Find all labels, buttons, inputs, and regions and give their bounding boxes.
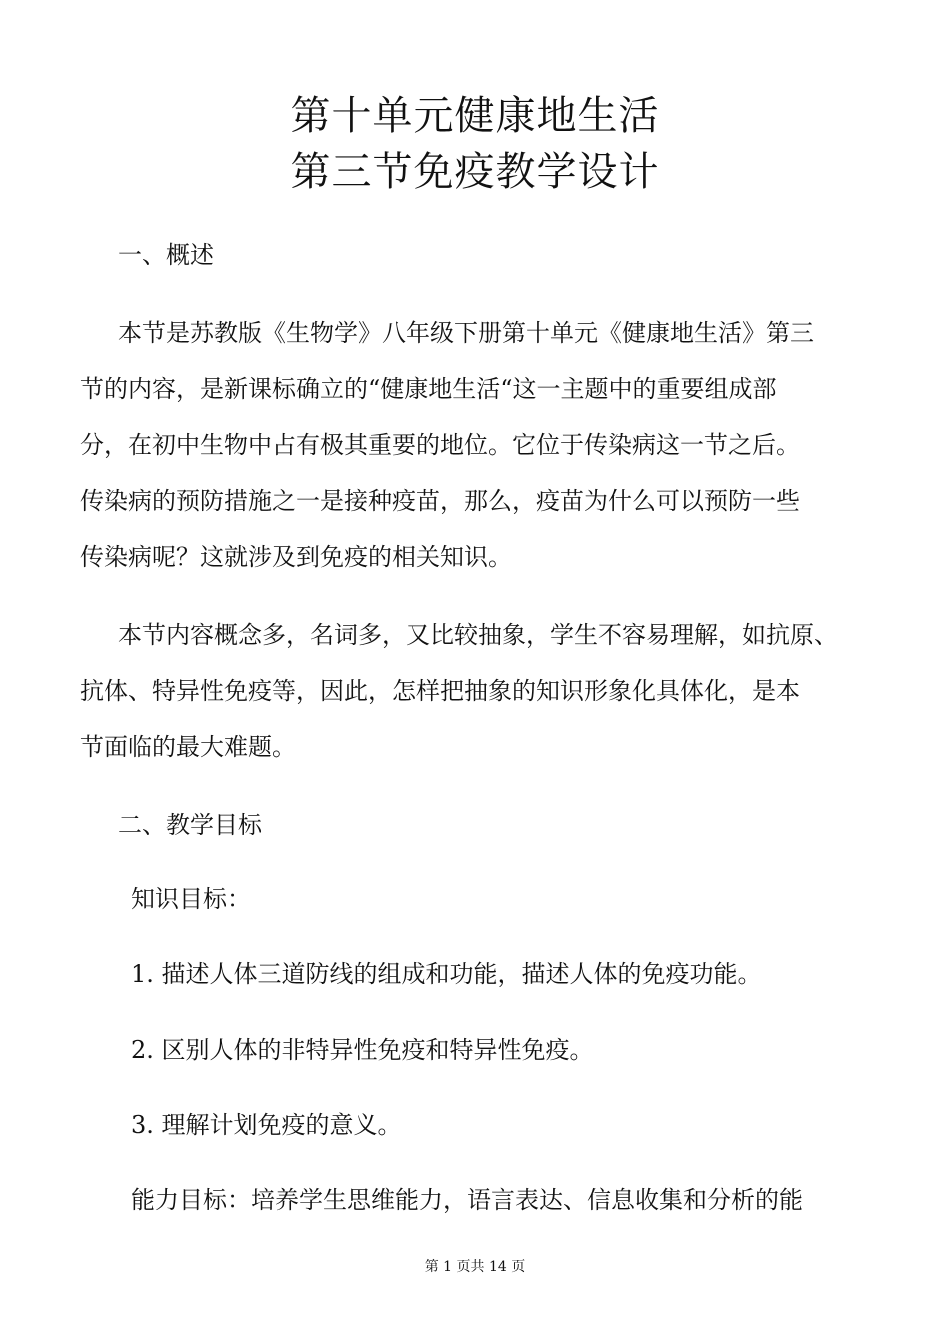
paragraph-line: 分，在初中生物中占有极其重要的地位。它位于传染病这一节之后。: [80, 431, 800, 459]
document-title-line1: 第十单元健康地生活: [290, 93, 660, 139]
knowledge-goal-label: 知识目标：: [131, 885, 251, 913]
paragraph-line: 节的内容，是新课标确立的“健康地生活“这一主题中的重要组成部: [80, 375, 777, 403]
goal-item: 2. 区别人体的非特异性免疫和特异性免疫。: [131, 1036, 594, 1064]
document-title-line2: 第三节免疫教学设计: [290, 149, 660, 195]
paragraph-line: 本节是苏教版《生物学》八年级下册第十单元《健康地生活》第三: [118, 319, 814, 347]
goal-item: 3. 理解计划免疫的意义。: [131, 1111, 402, 1139]
paragraph-line: 传染病的预防措施之一是接种疫苗，那么，疫苗为什么可以预防一些: [80, 487, 800, 515]
goal-item: 1. 描述人体三道防线的组成和功能，描述人体的免疫功能。: [131, 960, 762, 988]
section1-heading: 一、概述: [118, 241, 214, 269]
ability-goal-line: 能力目标：培养学生思维能力，语言表达、信息收集和分析的能: [131, 1186, 803, 1214]
paragraph-line: 抗体、特异性免疫等，因此，怎样把抽象的知识形象化具体化，是本: [80, 677, 800, 705]
section2-heading: 二、教学目标: [118, 811, 262, 839]
paragraph-line: 节面临的最大难题。: [80, 733, 296, 761]
paragraph-line: 本节内容概念多，名词多，又比较抽象，学生不容易理解，如抗原、: [118, 621, 838, 649]
page-footer: 第 1 页共 14 页: [424, 1259, 526, 1275]
paragraph-line: 传染病呢？这就涉及到免疫的相关知识。: [80, 543, 512, 571]
